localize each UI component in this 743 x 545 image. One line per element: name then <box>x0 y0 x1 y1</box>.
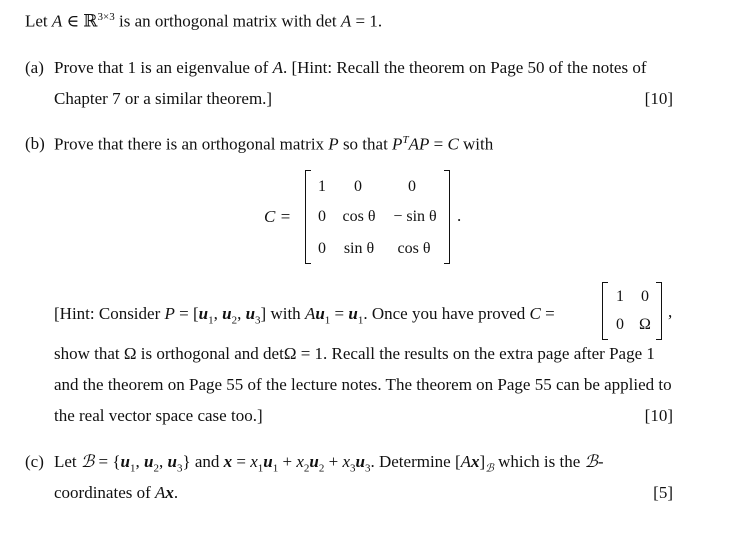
left-bracket <box>602 282 608 340</box>
part-a-text: Prove that 1 is an eigenvalue of <box>54 58 273 77</box>
matrix-cell: − sin θ <box>393 208 437 225</box>
intro-eq: = 1. <box>351 11 383 31</box>
math-plus: + <box>324 452 343 471</box>
math-P: P <box>164 304 175 323</box>
math-A: A <box>460 452 472 471</box>
hint-line4: the real vector space case too.] <box>54 406 263 425</box>
math-plus: + <box>278 452 297 471</box>
math-A: A <box>304 304 316 323</box>
math-C-eq: C = <box>264 207 292 226</box>
sub-1: 1 <box>357 314 364 327</box>
part-c-line1: Let ℬ = {$u_1$, $u_2$, $u_3$} and $x = x_1u_1 + x_2u_2 + x_3u_3$. Determine $[Ax]_ℬ$ which is the ℬ- <box>54 452 604 475</box>
matrix-cell: sin θ <box>343 240 375 257</box>
period: . <box>173 483 179 502</box>
math-x: x <box>223 452 233 471</box>
sub-3: 3 <box>364 462 371 475</box>
part-c-text-2: } and <box>182 452 224 471</box>
hint-line3: and the theorem on Page 55 of the lecture notes. The theorem on Page 55 can be applied to <box>54 375 672 394</box>
math-A-2: A <box>340 11 352 31</box>
math-u2: u <box>222 304 232 323</box>
part-c-label: (c) <box>25 452 44 471</box>
matrix-cell: 0 <box>616 316 624 333</box>
sub-2: 2 <box>303 462 310 475</box>
part-a-line2: Chapter 7 or a similar theorem.] <box>54 89 273 108</box>
math-in: ∈ <box>62 11 84 31</box>
part-c-dash: - <box>597 452 604 471</box>
math-u3: u <box>167 452 177 471</box>
math-x1: x <box>250 452 258 471</box>
right-bracket <box>444 170 450 264</box>
math-dim: 3×3 <box>97 11 115 23</box>
math-u1: u <box>198 304 209 323</box>
matrix-C <box>305 170 450 264</box>
math-u3: u <box>355 452 365 471</box>
math-u1: u <box>315 304 325 323</box>
sub-2: 2 <box>231 314 238 327</box>
math-C: C <box>447 134 459 154</box>
part-c-text-5: coordinates of <box>54 483 156 502</box>
sub-3: 3 <box>255 314 261 327</box>
math-P: P <box>328 134 339 154</box>
math-T: T <box>402 134 409 146</box>
math-bracket: ] <box>479 452 486 471</box>
math-eq: = <box>232 452 251 471</box>
math-x3: x <box>342 452 351 471</box>
sub-1: 1 <box>130 462 136 475</box>
math-u2: u <box>309 452 319 471</box>
sub-3: 3 <box>350 462 356 475</box>
math-u2: u <box>144 452 154 471</box>
part-a-label: (a) <box>25 58 44 77</box>
matrix-cell: 0 <box>354 178 362 195</box>
matrix-cell: 0 <box>408 178 416 195</box>
part-c-marks: [5] <box>653 483 673 502</box>
part-b-label: (b) <box>25 134 45 153</box>
math-AP: AP <box>408 134 430 154</box>
sub-2: 2 <box>153 462 159 475</box>
intro-text-2: is an orthogonal matrix with det <box>114 11 341 31</box>
math-P: P <box>392 134 403 154</box>
matrix-cell: 1 <box>616 288 624 305</box>
matrix-period: . <box>457 206 462 225</box>
math-x2: x <box>296 452 304 471</box>
part-c-line2 <box>54 483 178 503</box>
math-x: x <box>471 452 480 471</box>
part-c-text: Let <box>54 452 81 471</box>
matrix-cell: Ω <box>639 316 651 333</box>
sub-1: 1 <box>208 314 214 327</box>
sub-2: 2 <box>318 462 325 475</box>
part-b-text-2: so that <box>338 134 393 154</box>
math-u1: u <box>348 304 358 323</box>
hint-line1: [Hint: Consider $P = [u_1$, $u_2$, $u_3$] with $Au_1 = u_1$. Once you have proved C = <box>54 304 555 327</box>
matrix-cell: cos θ <box>342 208 376 225</box>
math-A: A <box>272 58 283 77</box>
sub-1: 1 <box>324 314 331 327</box>
math-B: ℬ <box>80 452 95 471</box>
intro-text: Let <box>25 11 48 31</box>
sub-3: 3 <box>176 462 183 475</box>
part-b-marks: [10] <box>644 406 673 425</box>
math-eq: = <box>330 304 349 323</box>
math-u3: u <box>245 304 256 323</box>
math-x: x <box>165 483 174 502</box>
sub-1: 1 <box>272 462 279 475</box>
right-bracket <box>656 282 662 340</box>
part-a-marks: [10] <box>644 89 673 108</box>
part-b-line1 <box>54 134 493 155</box>
math-u1: u <box>263 452 273 471</box>
matrix-cell: cos θ <box>397 240 431 257</box>
part-b-text-3: with <box>458 134 494 154</box>
sub-1: 1 <box>257 462 264 475</box>
math-R: ℝ <box>83 11 98 31</box>
math-C: C <box>529 304 541 323</box>
math-eq: = [ <box>174 304 199 323</box>
matrix-cell: 1 <box>318 178 326 195</box>
math-B: ℬ <box>584 452 598 471</box>
part-c-text-4: which is the <box>493 452 585 471</box>
matrix-cell: 0 <box>641 288 649 305</box>
math-A: A <box>155 483 166 502</box>
hint-text-3: . Once you have proved <box>363 304 530 323</box>
left-bracket <box>305 170 311 264</box>
intro-line <box>25 11 382 32</box>
math-u1: u <box>120 452 130 471</box>
part-a-text-2: . [Hint: Recall the theorem on Page 50 of the notes of <box>282 58 647 77</box>
block-matrix <box>602 282 662 340</box>
hint-line2: show that Ω is orthogonal and detΩ = 1. Recall the results on the extra page after Page 1 <box>54 344 655 363</box>
matrix-lhs <box>264 207 291 227</box>
math-eq: = <box>540 304 555 323</box>
hint-text-2: ] with <box>260 304 305 323</box>
part-b-text: Prove that there is an orthogonal matrix <box>54 134 329 154</box>
matrix-cell: 0 <box>318 208 326 225</box>
math-A: A <box>51 11 63 31</box>
part-a-line1 <box>54 58 647 78</box>
math-B-sub: ℬ <box>485 462 494 475</box>
part-c-text-3: . Determine [ <box>370 452 461 471</box>
block-comma: , <box>668 302 673 321</box>
matrix-cell: 0 <box>318 240 326 257</box>
math-eq: = { <box>94 452 121 471</box>
hint-text: [Hint: Consider <box>54 304 165 323</box>
math-eq: = <box>429 134 448 154</box>
